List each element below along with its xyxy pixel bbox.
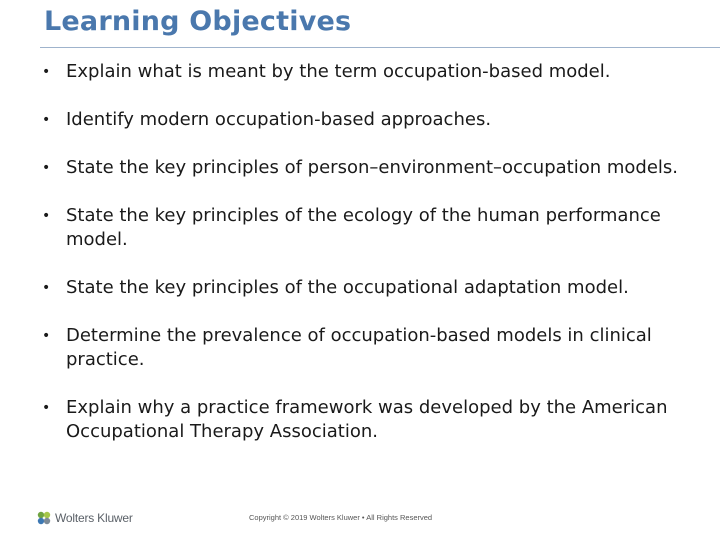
bullet-marker: • xyxy=(42,280,51,296)
bullet-marker: • xyxy=(42,112,51,128)
list-item xyxy=(42,156,692,180)
list-item-text: State the key principles of person–environment–occupation models. xyxy=(66,157,679,178)
list-item-text: State the key principles of the ecology of the human performance model. xyxy=(66,205,661,250)
bullet-marker: • xyxy=(42,64,51,80)
list-item-text: State the key principles of the occupational adaptation model. xyxy=(66,277,629,298)
bullet-marker: • xyxy=(42,208,51,224)
list-item-text: Determine the prevalence of occupation-based models in clinical practice. xyxy=(66,325,652,370)
copyright-notice: Copyright © 2019 Wolters Kluwer • All Rights Reserved xyxy=(249,513,433,522)
bullet-marker: • xyxy=(42,400,51,416)
list-item xyxy=(42,60,692,84)
list-item xyxy=(42,108,692,132)
bullet-marker: • xyxy=(42,328,51,344)
logo-wordmark: Wolters Kluwer xyxy=(55,511,133,525)
publisher-logo xyxy=(36,510,133,526)
title-divider xyxy=(40,47,720,48)
slide-title: Learning Objectives xyxy=(44,6,352,37)
bullet-marker: • xyxy=(42,160,51,176)
wolters-kluwer-logo-icon xyxy=(36,510,52,526)
list-item-text: Identify modern occupation-based approaches. xyxy=(66,109,492,130)
list-item-text: Explain why a practice framework was developed by the American Occupational Therapy Association. xyxy=(66,397,668,442)
slide-footer xyxy=(0,500,720,540)
list-item xyxy=(42,324,692,372)
list-item xyxy=(42,276,692,300)
objectives-list xyxy=(42,60,692,444)
list-item xyxy=(42,396,692,444)
list-item xyxy=(42,204,692,252)
list-item-text: Explain what is meant by the term occupation-based model. xyxy=(66,61,611,82)
